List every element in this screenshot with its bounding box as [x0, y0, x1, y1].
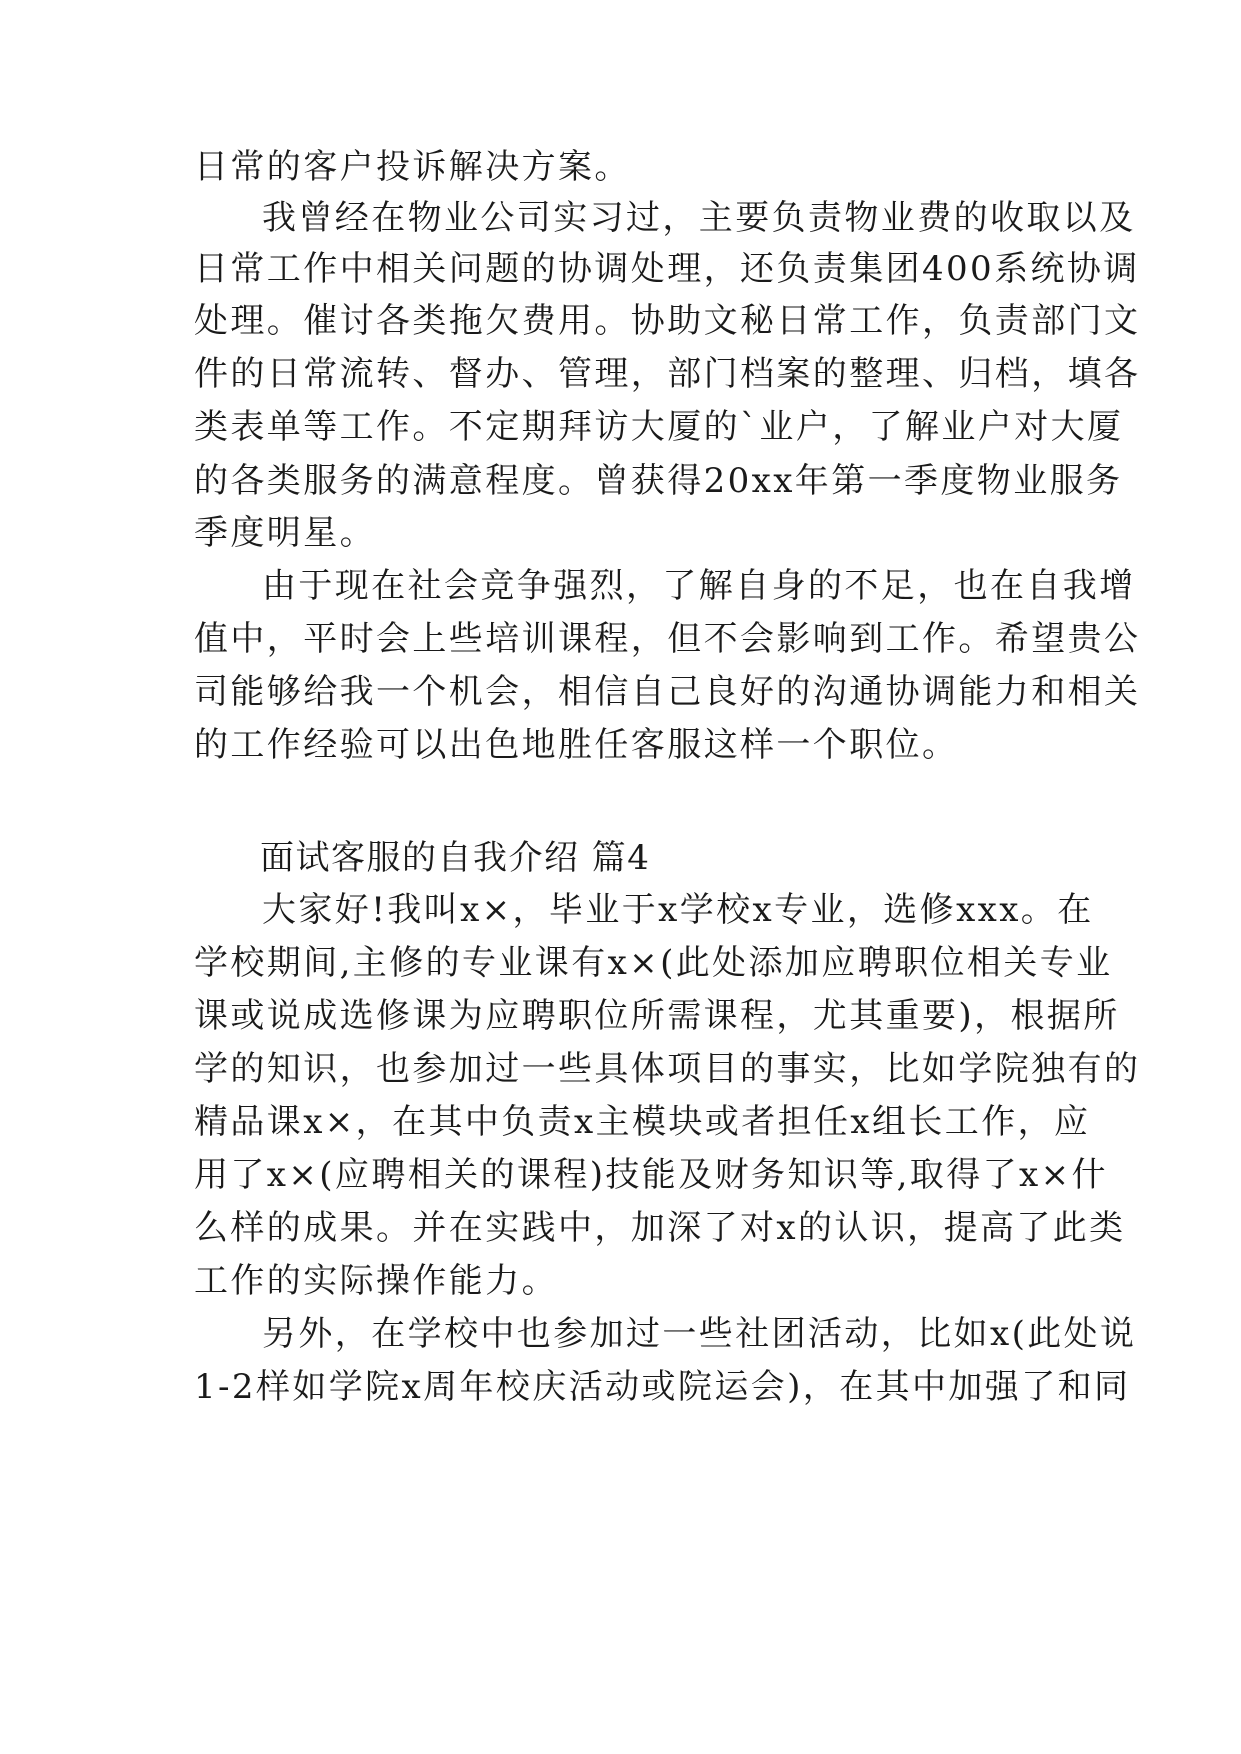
text-line: 大家好!我叫x×，毕业于x学校x专业，选修xxx。在 — [262, 890, 1094, 930]
text-line: 的各类服务的满意程度。曾获得20xx年第一季度物业服务 — [194, 461, 1123, 501]
text-line: 1-2样如学院x周年校庆活动或院运会)，在其中加强了和同 — [194, 1367, 1131, 1407]
text-line: 由于现在社会竞争强烈，了解自身的不足，也在自我增 — [262, 566, 1136, 606]
section-heading: 面试客服的自我介绍 篇4 — [260, 838, 651, 878]
text-line: 的工作经验可以出色地胜任客服这样一个职位。 — [194, 725, 959, 765]
text-line: 司能够给我一个机会，相信自己良好的沟通协调能力和相关 — [194, 672, 1141, 712]
text-line: 处理。催讨各类拖欠费用。协助文秘日常工作，负责部门文 — [194, 301, 1141, 341]
text-line: 另外，在学校中也参加过一些社团活动，比如x(此处说 — [262, 1314, 1137, 1354]
text-line: 件的日常流转、督办、管理，部门档案的整理、归档，填各 — [194, 354, 1141, 394]
text-line: 日常的客户投诉解决方案。 — [194, 147, 631, 187]
text-line: 值中，平时会上些培训课程，但不会影响到工作。希望贵公 — [194, 619, 1141, 659]
text-line: 季度明星。 — [194, 513, 376, 553]
text-line: 类表单等工作。不定期拜访大厦的`业户，了解业户对大厦 — [194, 407, 1124, 447]
text-line: 么样的成果。并在实践中，加深了对x的认识，提高了此类 — [194, 1208, 1126, 1248]
text-line: 精品课x×，在其中负责x主模块或者担任x组长工作，应 — [194, 1102, 1091, 1142]
text-line: 学校期间,主修的专业课有x×(此处添加应聘职位相关专业 — [194, 943, 1113, 983]
text-line: 工作的实际操作能力。 — [194, 1261, 558, 1301]
text-line: 日常工作中相关问题的协调处理，还负责集团400系统协调 — [194, 249, 1140, 289]
text-line: 我曾经在物业公司实习过，主要负责物业费的收取以及 — [262, 198, 1136, 238]
text-line: 学的知识，也参加过一些具体项目的事实，比如学院独有的 — [194, 1049, 1141, 1089]
text-line: 课或说成选修课为应聘职位所需课程，尤其重要)，根据所 — [194, 996, 1120, 1036]
text-line: 用了x×(应聘相关的课程)技能及财务知识等,取得了x×什 — [194, 1155, 1108, 1195]
